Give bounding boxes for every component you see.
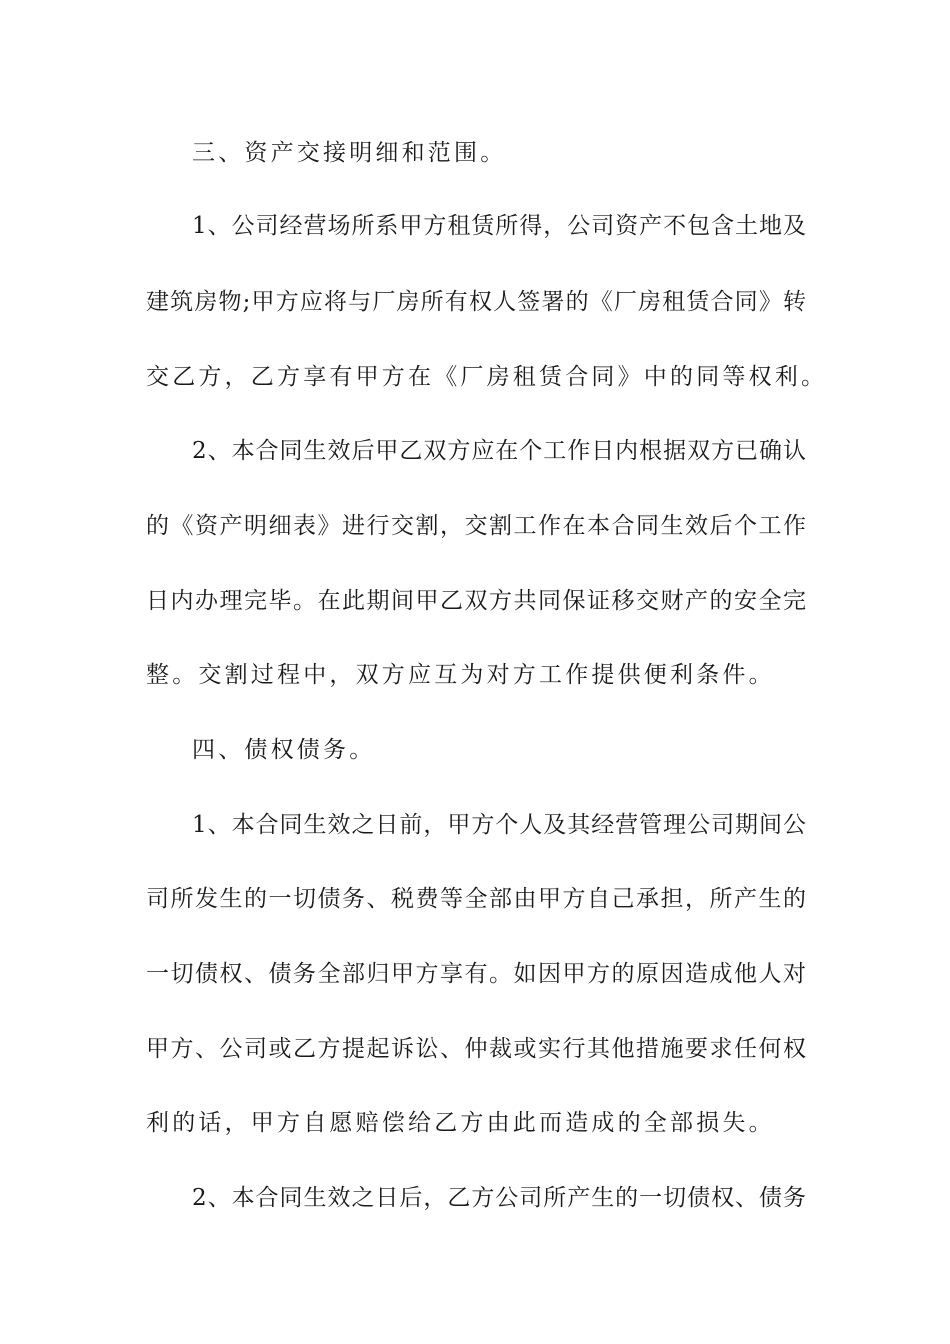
paragraph-line: 司所发生的一切债务、税费等全部由甲方自己承担，所产生的 bbox=[146, 886, 806, 912]
section-heading-4: 四、债权债务。 bbox=[192, 737, 376, 763]
paragraph-line: 交乙方，乙方享有甲方在《厂房租赁合同》中的同等权利。 bbox=[146, 364, 828, 390]
paragraph-line: 利的话，甲方自愿赔偿给乙方由此而造成的全部损失。 bbox=[146, 1110, 775, 1136]
paragraph-line: 2、本合同生效之日后，乙方公司所产生的一切债权、债务 bbox=[192, 1185, 806, 1211]
paragraph-line: 一切债权、债务全部归甲方享有。如因甲方的原因造成他人对 bbox=[146, 961, 806, 987]
section-heading-3: 三、资产交接明细和范围。 bbox=[192, 140, 507, 166]
paragraph-line: 整。交割过程中，双方应互为对方工作提供便利条件。 bbox=[146, 662, 775, 688]
paragraph-line: 2、本合同生效后甲乙双方应在个工作日内根据双方已确认 bbox=[192, 438, 806, 464]
paragraph-line: 甲方、公司或乙方提起诉讼、仲裁或实行其他措施要求任何权 bbox=[146, 1036, 806, 1062]
paragraph-line: 的《资产明细表》进行交割，交割工作在本合同生效后个工作 bbox=[146, 513, 806, 539]
paragraph-line: 1、本合同生效之日前，甲方个人及其经营管理公司期间公 bbox=[192, 812, 806, 838]
paragraph-line: 日内办理完毕。在此期间甲乙双方共同保证移交财产的安全完 bbox=[146, 588, 806, 614]
paragraph-line: 建筑房物;甲方应将与厂房所有权人签署的《厂房租赁合同》转 bbox=[146, 289, 806, 315]
paragraph-line: 1、公司经营场所系甲方租赁所得，公司资产不包含土地及 bbox=[192, 213, 806, 239]
